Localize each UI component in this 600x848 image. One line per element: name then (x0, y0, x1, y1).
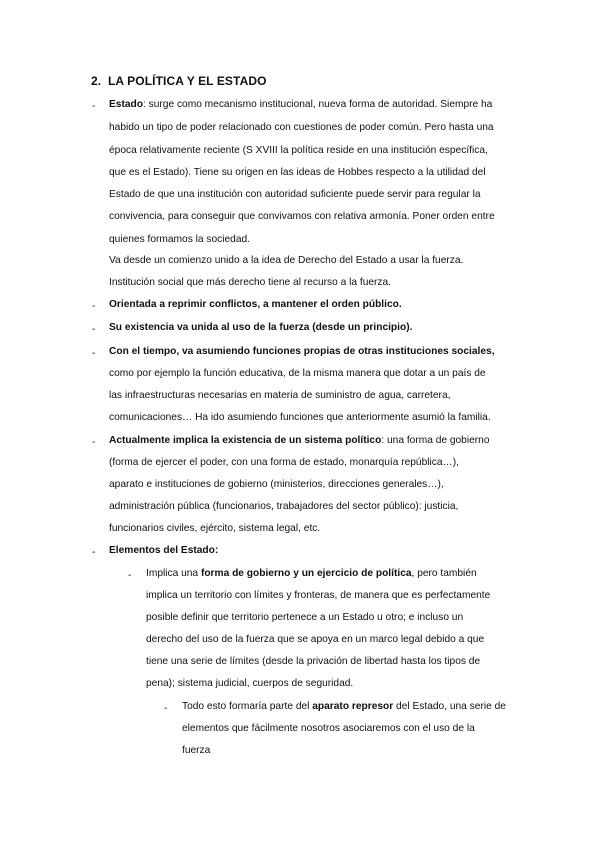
sub-line-5: tiene una serie de límites (desde la privación de libertad hasta los tipos de (146, 656, 481, 667)
sistema-politico-line-1: Actualmente implica la existencia de un sistema político: una forma de gobierno (109, 435, 490, 446)
section-heading (91, 74, 267, 88)
section-number: 2. (91, 74, 102, 88)
funciones-line-2: como por ejemplo la función educativa, de la misma manera que dotar a un país de (109, 368, 486, 379)
estado-line-1: Estado: surge como mecanismo institucional, nueva forma de autoridad. Siempre ha (109, 99, 493, 110)
orden-publico-line: Orientada a reprimir conflictos, a mantener el orden público. (109, 299, 402, 310)
estado-line-8: Va desde un comienzo unido a la idea de Derecho del Estado a usar la fuerza. (109, 255, 464, 266)
subsub-line-1: Todo esto formaría parte del aparato represor del Estado, una serie de (182, 701, 506, 712)
estado-line-3: época relativamente reciente (S XVIII la política reside en una institución específica, (109, 145, 488, 156)
elementos-line: Elementos del Estado: (109, 545, 219, 556)
estado-term: Estado (109, 99, 143, 110)
estado-line-5: Estado de que una institución con autoridad suficiente puede servir para regular la (109, 189, 481, 200)
sistema-politico-line-4: administración pública (funcionarios, trabajadores del sector público): justicia, (109, 501, 459, 512)
funciones-line-4: comunicaciones… Ha ido asumiendo funciones que anteriormente asumió la familia. (109, 412, 491, 423)
subsub-line-3: fuerza (182, 745, 211, 756)
sub-line-3: posible definir que territorio pertenece a un Estado u otro; e incluso un (146, 612, 464, 623)
bullet-dash: - (92, 324, 96, 335)
estado-line-6: convivencia, para conseguir que convivamos con relativa armonía. Poner orden entre (109, 211, 495, 222)
subsub-line-2: elementos que fácilmente nosotros asociaremos con el uso de la (182, 723, 475, 734)
estado-line-9: Institución social que más derecho tiene al recurso a la fuerza. (109, 277, 392, 288)
sistema-politico-line-3: aparato e instituciones de gobierno (ministerios, direcciones generales…), (109, 479, 444, 490)
bullet-dash: - (92, 547, 96, 558)
sub-bullet-dash: - (128, 570, 132, 581)
bullet-dash: - (92, 437, 96, 448)
sub-line-6: pena); sistema judicial, cuerpos de seguridad. (146, 678, 354, 689)
sistema-politico-line-5: funcionarios civiles, ejército, sistema legal, etc. (109, 523, 321, 534)
subsub-bullet-dash: - (164, 703, 168, 714)
estado-line-4: que es el Estado). Tiene su origen en las ideas de Hobbes respecto a la utilidad del (109, 167, 486, 178)
funciones-line-1: Con el tiempo, va asumiendo funciones propias de otras instituciones sociales, (109, 346, 495, 357)
bullet-dash: - (92, 301, 96, 312)
sub-line-2: implica un territorio con límites y fronteras, de manera que es perfectamente (146, 590, 491, 601)
uso-fuerza-line: Su existencia va unida al uso de la fuerza (desde un principio). (109, 322, 413, 333)
bullet-dash: - (92, 101, 96, 112)
section-title: LA POLÍTICA Y EL ESTADO (108, 74, 267, 88)
funciones-line-3: las infraestructuras necesarias en materia de suministro de agua, carretera, (109, 390, 451, 401)
sub-line-1: Implica una forma de gobierno y un ejercicio de política, pero también (146, 568, 477, 579)
sub-line-4: derecho del uso de la fuerza que se apoya en un marco legal debido a que (146, 634, 485, 645)
sistema-politico-line-2: (forma de ejercer el poder, con una forma de estado, monarquía república…), (109, 457, 459, 468)
estado-line-7: quienes formamos la sociedad. (109, 234, 251, 245)
bullet-dash: - (92, 348, 96, 359)
estado-line-2: habido un tipo de poder relacionado con cuestiones de poder común. Pero hasta una (109, 122, 494, 133)
